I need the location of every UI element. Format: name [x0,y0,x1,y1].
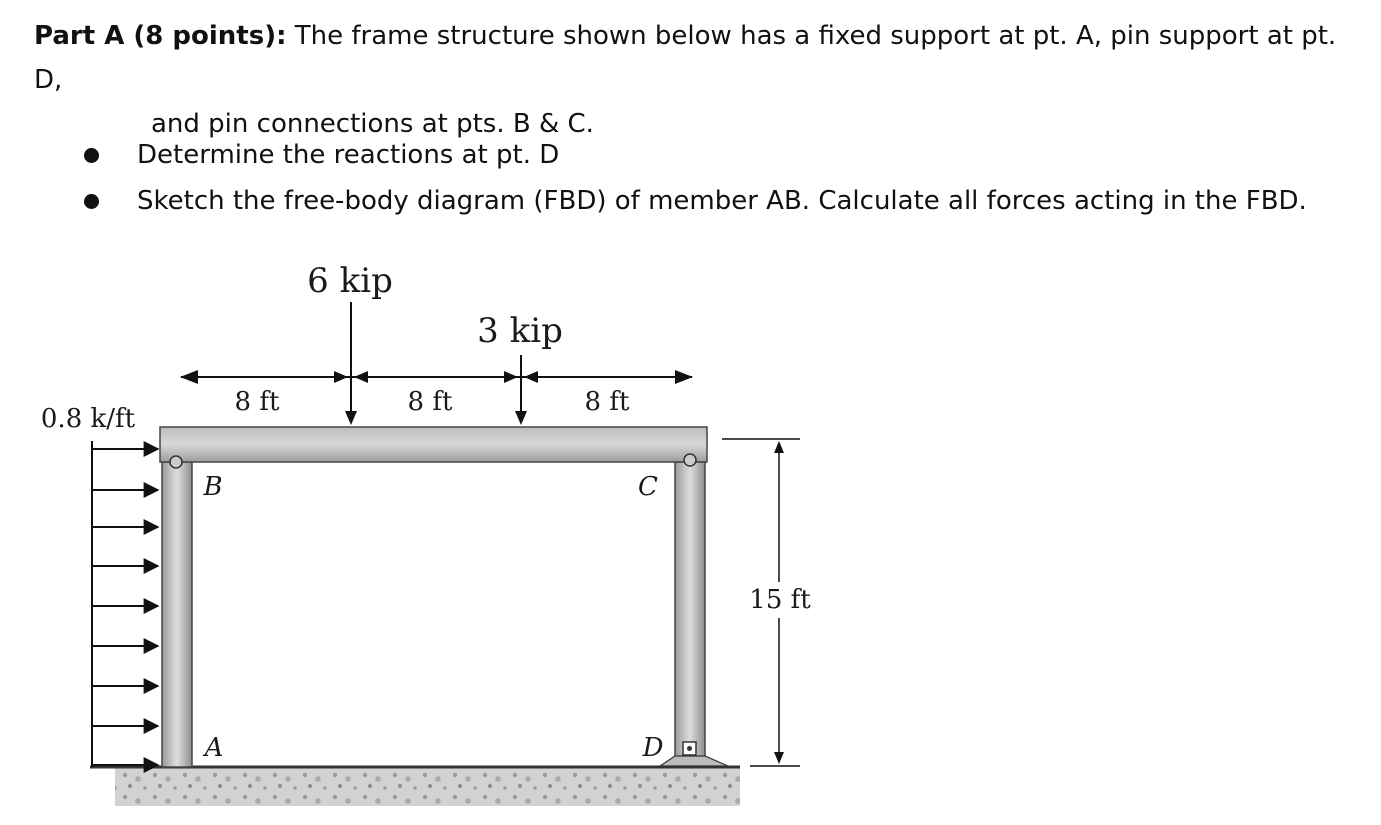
distributed-load-label: 0.8 k/ft [40,404,136,434]
point-c-label: C [638,472,658,502]
point-b-label: B [203,472,223,502]
beam-bc [160,427,707,462]
part-label: Part A (8 points): [34,21,287,51]
task-item [0,132,1381,178]
span-label-1: 8 ft [234,387,280,417]
task-item [0,178,1381,224]
task-list [0,132,1381,224]
ground [115,766,740,806]
load-arrow-3-kip [515,355,527,425]
bullet-icon [84,148,99,163]
pin-support-d-icon [660,742,728,766]
frame-diagram [0,240,900,820]
span-label-3: 8 ft [584,387,630,417]
task-text: Determine the reactions at pt. D [137,140,560,170]
height-label: 15 ft [749,585,811,615]
column-cd [675,462,705,762]
load-label-3-kip: 3 kip [477,311,563,351]
pin-b-icon [170,456,182,468]
task-text: Sketch the free-body diagram (FBD) of member AB. Calculate all forces acting in the FBD. [137,186,1307,216]
pin-c-icon [684,454,696,466]
span-dimension [180,370,693,384]
load-label-6-kip: 6 kip [307,261,393,301]
point-d-label: D [642,733,664,763]
bullet-icon [84,194,99,209]
load-arrow-6-kip [345,302,357,425]
span-label-2: 8 ft [407,387,453,417]
point-a-label: A [204,733,224,763]
problem-statement [34,14,1364,146]
statement-line-2: and pin connections at pts. B & C. [151,109,594,139]
statement-line-1: The frame structure shown below has a fixed support at pt. A, pin support at pt. D, [34,21,1337,95]
column-ab [162,462,192,767]
distributed-load-arrows [92,441,158,767]
